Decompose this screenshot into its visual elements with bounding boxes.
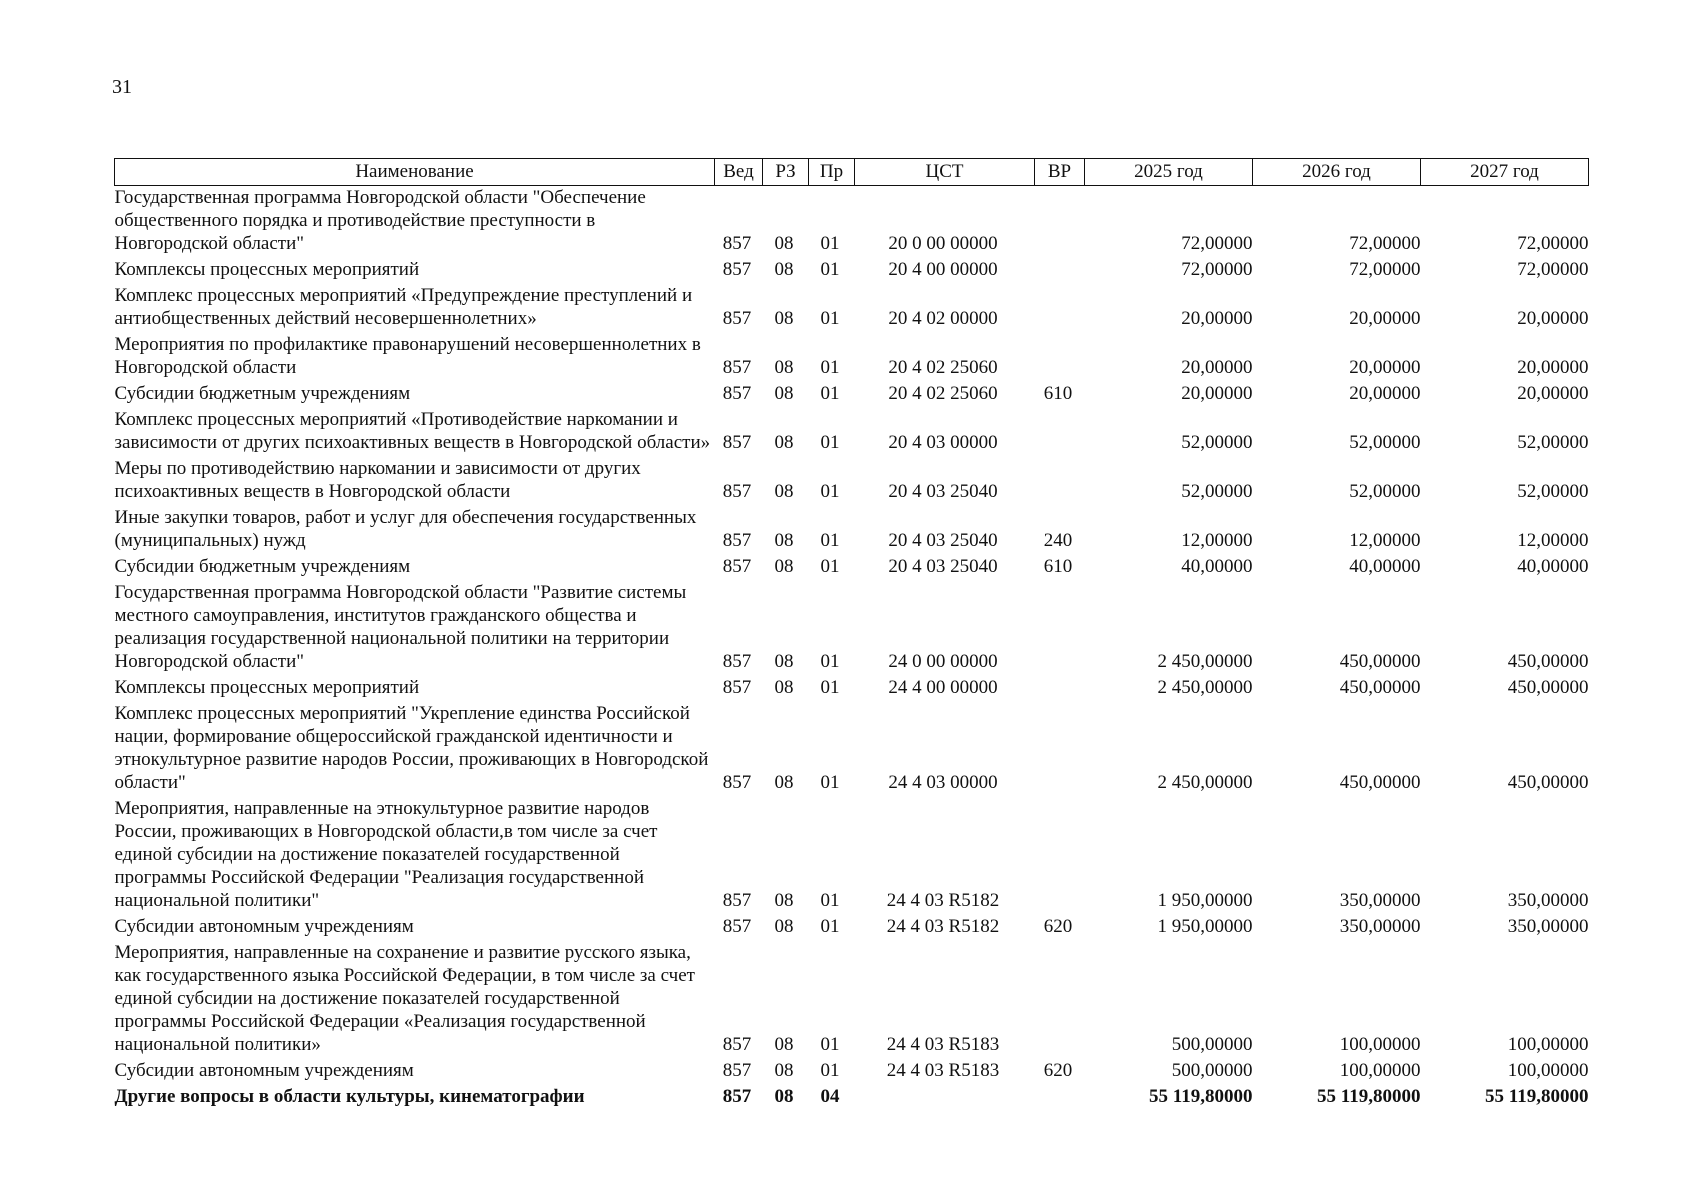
cell-cst: 20 4 03 00000 [888,432,998,453]
cell-ved: 857 [722,233,752,254]
cell-y2026: 12,00000 [1349,530,1421,551]
cell-y2027: 100,00000 [1507,1060,1589,1081]
cell-cst: 24 4 03 00000 [888,772,998,793]
cell-y2025: 55 119,80000 [1149,1086,1253,1107]
cell-y2027: 450,00000 [1507,677,1589,698]
cell-ved: 857 [722,357,752,378]
cell-y2025: 40,00000 [1181,556,1253,577]
table-row [115,382,1589,408]
cell-y2027: 72,00000 [1517,259,1589,280]
cell-name: Комплексы процессных мероприятий [114,677,420,698]
cell-cst: 24 4 03 R5182 [886,916,1000,937]
cell-y2026: 55 119,80000 [1317,1086,1421,1107]
cell-vr [1035,186,1085,259]
cell-pr: 01 [820,530,840,551]
cell-ved: 857 [722,677,752,698]
cell-name: Субсидии бюджетным учреждениям [114,383,411,404]
table-row [115,408,1589,457]
cell-y2025: 2 450,00000 [1157,651,1253,672]
cell-ved: 857 [722,530,752,551]
header-ved: Вед [715,159,763,186]
table-body [115,186,1589,1112]
cell-ved: 857 [722,481,752,502]
cell-y2026: 100,00000 [1339,1060,1421,1081]
cell-rz: 08 [774,383,794,404]
cell-ved: 857 [722,651,752,672]
cell-vr: 610 [1043,556,1073,577]
cell-cst: 20 4 02 00000 [888,308,998,329]
cell-y2026: 52,00000 [1349,432,1421,453]
cell-ved: 857 [722,916,752,937]
cell-pr: 01 [820,233,840,254]
cell-vr [1035,333,1085,382]
cell-name: Субсидии бюджетным учреждениям [114,556,411,577]
cell-y2026: 450,00000 [1339,651,1421,672]
cell-ved: 857 [722,1086,752,1107]
table-row [115,797,1589,915]
cell-pr: 01 [820,308,840,329]
header-cst: ЦСТ [855,159,1035,186]
cell-ved: 857 [722,432,752,453]
cell-rz: 08 [774,677,794,698]
cell-cst: 24 4 00 00000 [888,677,998,698]
cell-rz: 08 [774,916,794,937]
table-row [115,1059,1589,1085]
cell-y2027: 55 119,80000 [1485,1086,1589,1107]
cell-vr [1035,1085,1085,1111]
cell-y2025: 20,00000 [1181,357,1253,378]
cell-name: Иные закупки товаров, работ и услуг для обеспечения государственных (муниципальных) нужд [114,507,697,551]
cell-vr [1035,581,1085,676]
cell-vr [1035,284,1085,333]
cell-y2026: 20,00000 [1349,357,1421,378]
cell-vr: 240 [1043,530,1073,551]
cell-y2027: 350,00000 [1507,916,1589,937]
cell-ved: 857 [722,259,752,280]
cell-y2027: 52,00000 [1517,481,1589,502]
cell-rz: 08 [774,530,794,551]
page-number: 31 [112,76,132,98]
cell-name: Субсидии автономным учреждениям [114,1060,414,1081]
cell-y2025: 52,00000 [1181,432,1253,453]
header-pr: Пр [809,159,855,186]
cell-pr: 01 [820,890,840,911]
table-row [115,941,1589,1059]
cell-y2026: 100,00000 [1339,1034,1421,1055]
cell-y2026: 450,00000 [1339,772,1421,793]
cell-y2025: 20,00000 [1181,308,1253,329]
cell-rz: 08 [774,890,794,911]
cell-name: Комплекс процессных мероприятий "Укрепление единства Российской нации, формирование общероссийской гражданской идентичности и этнокультурное развитие народов России, проживающих в Новгородской области" [114,703,709,793]
table-row [115,1085,1589,1111]
cell-y2027: 20,00000 [1517,308,1589,329]
cell-y2025: 500,00000 [1171,1034,1253,1055]
cell-y2026: 52,00000 [1349,481,1421,502]
cell-name: Комплексы процессных мероприятий [114,259,420,280]
cell-vr [1035,676,1085,702]
budget-table [114,158,1589,1111]
cell-cst: 20 4 00 00000 [888,259,998,280]
cell-y2027: 450,00000 [1507,772,1589,793]
cell-y2026: 20,00000 [1349,383,1421,404]
cell-ved: 857 [722,772,752,793]
cell-ved: 857 [722,383,752,404]
cell-y2025: 2 450,00000 [1157,677,1253,698]
cell-rz: 08 [774,1034,794,1055]
cell-y2027: 350,00000 [1507,890,1589,911]
cell-rz: 08 [774,308,794,329]
table-row [115,915,1589,941]
cell-y2025: 72,00000 [1181,259,1253,280]
cell-rz: 08 [774,651,794,672]
cell-vr [1035,702,1085,797]
cell-pr: 01 [820,481,840,502]
cell-cst: 20 4 03 25040 [888,556,998,577]
cell-rz: 08 [774,1060,794,1081]
cell-cst: 20 0 00 00000 [888,233,998,254]
cell-y2025: 12,00000 [1181,530,1253,551]
cell-y2026: 72,00000 [1349,233,1421,254]
cell-ved: 857 [722,890,752,911]
cell-rz: 08 [774,556,794,577]
cell-y2027: 450,00000 [1507,651,1589,672]
cell-vr [1035,457,1085,506]
cell-rz: 08 [774,481,794,502]
header-name: Наименование [115,159,715,186]
cell-pr: 01 [820,1060,840,1081]
cell-vr [1035,941,1085,1059]
cell-cst [855,1085,1035,1111]
header-2026: 2026 год [1253,159,1421,186]
cell-y2026: 350,00000 [1339,890,1421,911]
cell-cst: 24 4 03 R5183 [886,1034,1000,1055]
cell-rz: 08 [774,233,794,254]
cell-y2027: 52,00000 [1517,432,1589,453]
cell-rz: 08 [774,259,794,280]
cell-y2025: 500,00000 [1171,1060,1253,1081]
cell-y2027: 40,00000 [1517,556,1589,577]
cell-y2025: 20,00000 [1181,383,1253,404]
cell-name: Государственная программа Новгородской области "Обеспечение общественного порядка и противодействие преступности в Новгородской области" [114,187,646,254]
cell-cst: 24 0 00 00000 [888,651,998,672]
cell-y2025: 72,00000 [1181,233,1253,254]
cell-y2026: 20,00000 [1349,308,1421,329]
cell-pr: 01 [820,916,840,937]
cell-ved: 857 [722,1034,752,1055]
cell-vr [1035,258,1085,284]
cell-y2026: 72,00000 [1349,259,1421,280]
cell-name: Комплекс процессных мероприятий «Предупреждение преступлений и антиобщественных действий несовершеннолетних» [114,285,693,329]
table-header-row [115,159,1589,186]
cell-y2027: 72,00000 [1517,233,1589,254]
cell-vr: 610 [1043,383,1073,404]
cell-y2026: 40,00000 [1349,556,1421,577]
cell-pr: 01 [820,556,840,577]
cell-cst: 24 4 03 R5183 [886,1060,1000,1081]
cell-name: Государственная программа Новгородской области "Развитие системы местного самоуправления, институтов гражданского общества и реализация государственной национальной политики на территории Новгородской области" [114,582,687,672]
cell-pr: 01 [820,432,840,453]
header-2027: 2027 год [1421,159,1589,186]
cell-y2025: 1 950,00000 [1157,916,1253,937]
cell-name: Субсидии автономным учреждениям [114,916,414,937]
cell-ved: 857 [722,556,752,577]
table-row [115,676,1589,702]
cell-name: Комплекс процессных мероприятий «Противодействие наркомании и зависимости от других психоактивных веществ в Новгородской области» [114,409,711,453]
cell-pr: 01 [820,651,840,672]
table-row [115,702,1589,797]
cell-rz: 08 [774,772,794,793]
cell-pr: 01 [820,383,840,404]
cell-name: Другие вопросы в области культуры, кинематографии [114,1086,585,1107]
table-row [115,581,1589,676]
cell-y2025: 1 950,00000 [1157,890,1253,911]
header-vr: ВР [1035,159,1085,186]
cell-y2027: 12,00000 [1517,530,1589,551]
cell-pr: 01 [820,357,840,378]
cell-cst: 24 4 03 R5182 [886,890,1000,911]
cell-cst: 20 4 02 25060 [888,383,998,404]
cell-y2027: 20,00000 [1517,357,1589,378]
table-row [115,457,1589,506]
cell-pr: 04 [820,1086,840,1107]
cell-pr: 01 [820,259,840,280]
cell-y2025: 2 450,00000 [1157,772,1253,793]
header-rz: РЗ [763,159,809,186]
cell-name: Мероприятия, направленные на сохранение и развитие русского языка, как государственного языка Российской Федерации, в том числе за счет единой субсидии на достижение показателей государственной программы Российской Федерации «Реализация государственной национальной политики» [114,942,695,1055]
table-row [115,258,1589,284]
cell-pr: 01 [820,677,840,698]
cell-cst: 20 4 02 25060 [888,357,998,378]
cell-vr: 620 [1043,1060,1073,1081]
cell-y2025: 52,00000 [1181,481,1253,502]
cell-y2027: 100,00000 [1507,1034,1589,1055]
table-row [115,284,1589,333]
cell-name: Меры по противодействию наркомании и зависимости от других психоактивных веществ в Новгородской области [114,458,641,502]
table-row [115,555,1589,581]
cell-pr: 01 [820,1034,840,1055]
table-row [115,333,1589,382]
cell-ved: 857 [722,308,752,329]
cell-ved: 857 [722,1060,752,1081]
cell-rz: 08 [774,1086,794,1107]
cell-vr [1035,797,1085,915]
cell-vr [1035,408,1085,457]
cell-y2026: 350,00000 [1339,916,1421,937]
cell-name: Мероприятия, направленные на этнокультурное развитие народов России, проживающих в Новгородской области,в том числе за счет единой субсидии на достижение показателей государственной программы Российской Федерации "Реализация государственной национальной политики" [114,798,658,911]
cell-name: Мероприятия по профилактике правонарушений несовершеннолетних в Новгородской области [114,334,701,378]
cell-y2026: 450,00000 [1339,677,1421,698]
cell-vr: 620 [1043,916,1073,937]
table-row [115,506,1589,555]
cell-cst: 20 4 03 25040 [888,481,998,502]
table-row [115,186,1589,259]
cell-pr: 01 [820,772,840,793]
cell-rz: 08 [774,357,794,378]
header-2025: 2025 год [1085,159,1253,186]
cell-y2027: 20,00000 [1517,383,1589,404]
cell-rz: 08 [774,432,794,453]
cell-cst: 20 4 03 25040 [888,530,998,551]
